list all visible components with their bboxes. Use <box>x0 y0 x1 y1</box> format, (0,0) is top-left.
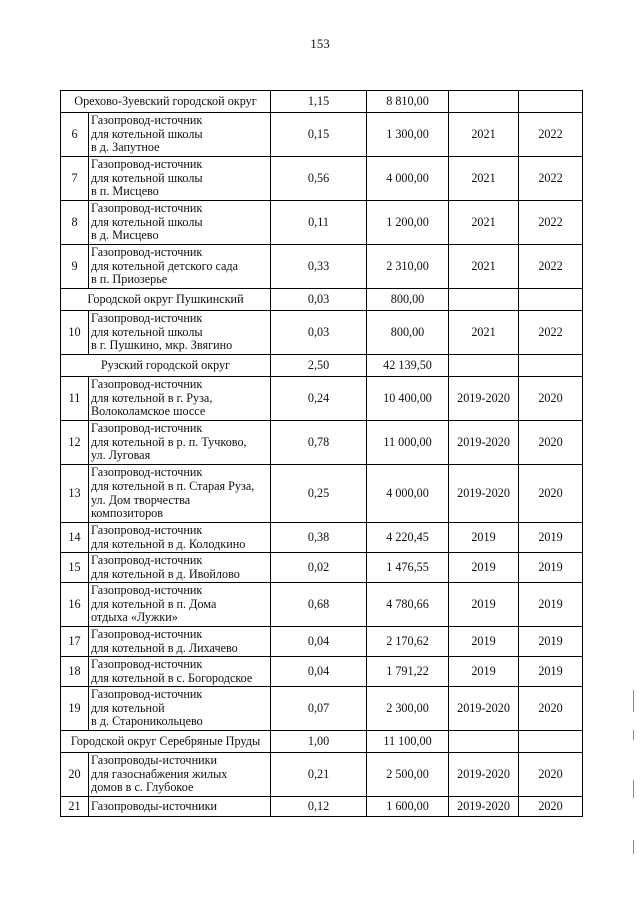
end-year-cell: 2020 <box>519 421 583 465</box>
object-name-cell: Газопровод-источник для котельной детского сада в п. Приозерье <box>89 245 271 289</box>
length-cell: 0,21 <box>271 753 367 797</box>
start-year-cell: 2019 <box>449 553 519 583</box>
end-year-cell <box>519 731 583 753</box>
cost-cell: 1 600,00 <box>367 797 449 817</box>
cost-cell: 42 139,50 <box>367 355 449 377</box>
table-row <box>61 797 583 817</box>
table-row <box>61 465 583 523</box>
length-cell: 0,04 <box>271 627 367 657</box>
row-number-cell: 9 <box>61 245 89 289</box>
object-name-cell: Газопроводы-источники <box>89 797 271 817</box>
table-row <box>61 753 583 797</box>
start-year-cell: 2019-2020 <box>449 687 519 731</box>
cost-cell: 2 170,62 <box>367 627 449 657</box>
end-year-cell <box>519 289 583 311</box>
row-number-cell: 12 <box>61 421 89 465</box>
cost-cell: 2 310,00 <box>367 245 449 289</box>
group-row <box>61 731 583 753</box>
object-name-cell: Газопровод-источник для котельной в р. п. Тучково, ул. Луговая <box>89 421 271 465</box>
group-name-cell: Городской округ Серебряные Пруды <box>61 731 271 753</box>
length-cell: 0,15 <box>271 113 367 157</box>
row-number-cell: 18 <box>61 657 89 687</box>
table-row <box>61 377 583 421</box>
object-name-cell: Газопровод-источник для котельной школы в д. Запутное <box>89 113 271 157</box>
length-cell: 0,56 <box>271 157 367 201</box>
start-year-cell: 2019-2020 <box>449 797 519 817</box>
end-year-cell: 2022 <box>519 245 583 289</box>
cost-cell: 800,00 <box>367 289 449 311</box>
table-row <box>61 687 583 731</box>
table-row <box>61 245 583 289</box>
cost-cell: 10 400,00 <box>367 377 449 421</box>
start-year-cell: 2019-2020 <box>449 465 519 523</box>
group-row <box>61 91 583 113</box>
start-year-cell: 2019 <box>449 523 519 553</box>
group-row <box>61 289 583 311</box>
cost-cell: 1 300,00 <box>367 113 449 157</box>
row-number-cell: 7 <box>61 157 89 201</box>
row-number-cell: 19 <box>61 687 89 731</box>
length-cell: 0,02 <box>271 553 367 583</box>
end-year-cell: 2020 <box>519 797 583 817</box>
gas-pipeline-table <box>60 90 583 817</box>
start-year-cell: 2021 <box>449 113 519 157</box>
length-cell: 0,78 <box>271 421 367 465</box>
end-year-cell: 2019 <box>519 627 583 657</box>
start-year-cell: 2021 <box>449 157 519 201</box>
start-year-cell <box>449 91 519 113</box>
end-year-cell <box>519 355 583 377</box>
start-year-cell <box>449 355 519 377</box>
length-cell: 1,15 <box>271 91 367 113</box>
object-name-cell: Газопровод-источник для котельной школы в д. Мисцево <box>89 201 271 245</box>
row-number-cell: 8 <box>61 201 89 245</box>
row-number-cell: 13 <box>61 465 89 523</box>
end-year-cell: 2019 <box>519 523 583 553</box>
length-cell: 0,11 <box>271 201 367 245</box>
row-number-cell: 10 <box>61 311 89 355</box>
scan-artifact <box>633 690 634 712</box>
end-year-cell: 2022 <box>519 113 583 157</box>
table-row <box>61 311 583 355</box>
end-year-cell: 2020 <box>519 377 583 421</box>
row-number-cell: 16 <box>61 583 89 627</box>
cost-cell: 2 300,00 <box>367 687 449 731</box>
end-year-cell: 2022 <box>519 201 583 245</box>
end-year-cell: 2020 <box>519 753 583 797</box>
length-cell: 0,33 <box>271 245 367 289</box>
length-cell: 0,38 <box>271 523 367 553</box>
table-row <box>61 157 583 201</box>
cost-cell: 1 476,55 <box>367 553 449 583</box>
table-row <box>61 523 583 553</box>
cost-cell: 4 220,45 <box>367 523 449 553</box>
end-year-cell: 2020 <box>519 687 583 731</box>
table-row <box>61 583 583 627</box>
length-cell: 0,03 <box>271 289 367 311</box>
scan-artifact <box>633 840 634 854</box>
start-year-cell <box>449 289 519 311</box>
start-year-cell: 2019 <box>449 657 519 687</box>
start-year-cell: 2021 <box>449 201 519 245</box>
object-name-cell: Газопровод-источник для котельной в п. Дома отдыха «Лужки» <box>89 583 271 627</box>
cost-cell: 11 100,00 <box>367 731 449 753</box>
table-row <box>61 113 583 157</box>
cost-cell: 8 810,00 <box>367 91 449 113</box>
cost-cell: 800,00 <box>367 311 449 355</box>
cost-cell: 11 000,00 <box>367 421 449 465</box>
table-row <box>61 201 583 245</box>
object-name-cell: Газопровод-источник для котельной в д. Ивойлово <box>89 553 271 583</box>
cost-cell: 1 200,00 <box>367 201 449 245</box>
row-number-cell: 6 <box>61 113 89 157</box>
length-cell: 0,03 <box>271 311 367 355</box>
cost-cell: 2 500,00 <box>367 753 449 797</box>
row-number-cell: 20 <box>61 753 89 797</box>
length-cell: 0,12 <box>271 797 367 817</box>
length-cell: 2,50 <box>271 355 367 377</box>
group-row <box>61 355 583 377</box>
start-year-cell: 2021 <box>449 245 519 289</box>
scan-artifact <box>633 730 634 740</box>
object-name-cell: Газопровод-источник для котельной в п. Старая Руза, ул. Дом творчества композиторов <box>89 465 271 523</box>
group-name-cell: Орехово-Зуевский городской округ <box>61 91 271 113</box>
start-year-cell: 2019 <box>449 583 519 627</box>
end-year-cell: 2019 <box>519 583 583 627</box>
start-year-cell: 2019-2020 <box>449 753 519 797</box>
group-name-cell: Рузский городской округ <box>61 355 271 377</box>
page-number: 153 <box>310 36 330 51</box>
row-number-cell: 17 <box>61 627 89 657</box>
table-row <box>61 421 583 465</box>
cost-cell: 1 791,22 <box>367 657 449 687</box>
length-cell: 0,04 <box>271 657 367 687</box>
row-number-cell: 21 <box>61 797 89 817</box>
length-cell: 0,25 <box>271 465 367 523</box>
length-cell: 1,00 <box>271 731 367 753</box>
scan-artifact <box>633 780 634 798</box>
object-name-cell: Газопровод-источник для котельной в г. Руза, Волоколамское шоссе <box>89 377 271 421</box>
object-name-cell: Газопроводы-источники для газоснабжения жилых домов в с. Глубокое <box>89 753 271 797</box>
table-row <box>61 553 583 583</box>
start-year-cell: 2021 <box>449 311 519 355</box>
object-name-cell: Газопровод-источник для котельной в с. Богородское <box>89 657 271 687</box>
row-number-cell: 14 <box>61 523 89 553</box>
table-row <box>61 657 583 687</box>
object-name-cell: Газопровод-источник для котельной в д. Староникольцево <box>89 687 271 731</box>
object-name-cell: Газопровод-источник для котельной в д. Лихачево <box>89 627 271 657</box>
object-name-cell: Газопровод-источник для котельной школы в п. Мисцево <box>89 157 271 201</box>
start-year-cell <box>449 731 519 753</box>
object-name-cell: Газопровод-источник для котельной школы в г. Пушкино, мкр. Звягино <box>89 311 271 355</box>
start-year-cell: 2019-2020 <box>449 421 519 465</box>
length-cell: 0,07 <box>271 687 367 731</box>
end-year-cell: 2019 <box>519 657 583 687</box>
row-number-cell: 15 <box>61 553 89 583</box>
table-row <box>61 627 583 657</box>
end-year-cell: 2022 <box>519 157 583 201</box>
cost-cell: 4 000,00 <box>367 157 449 201</box>
length-cell: 0,68 <box>271 583 367 627</box>
start-year-cell: 2019-2020 <box>449 377 519 421</box>
table-body <box>61 91 583 817</box>
end-year-cell: 2022 <box>519 311 583 355</box>
end-year-cell: 2020 <box>519 465 583 523</box>
row-number-cell: 11 <box>61 377 89 421</box>
end-year-cell: 2019 <box>519 553 583 583</box>
group-name-cell: Городской округ Пушкинский <box>61 289 271 311</box>
cost-cell: 4 000,00 <box>367 465 449 523</box>
start-year-cell: 2019 <box>449 627 519 657</box>
cost-cell: 4 780,66 <box>367 583 449 627</box>
length-cell: 0,24 <box>271 377 367 421</box>
end-year-cell <box>519 91 583 113</box>
object-name-cell: Газопровод-источник для котельной в д. Колодкино <box>89 523 271 553</box>
